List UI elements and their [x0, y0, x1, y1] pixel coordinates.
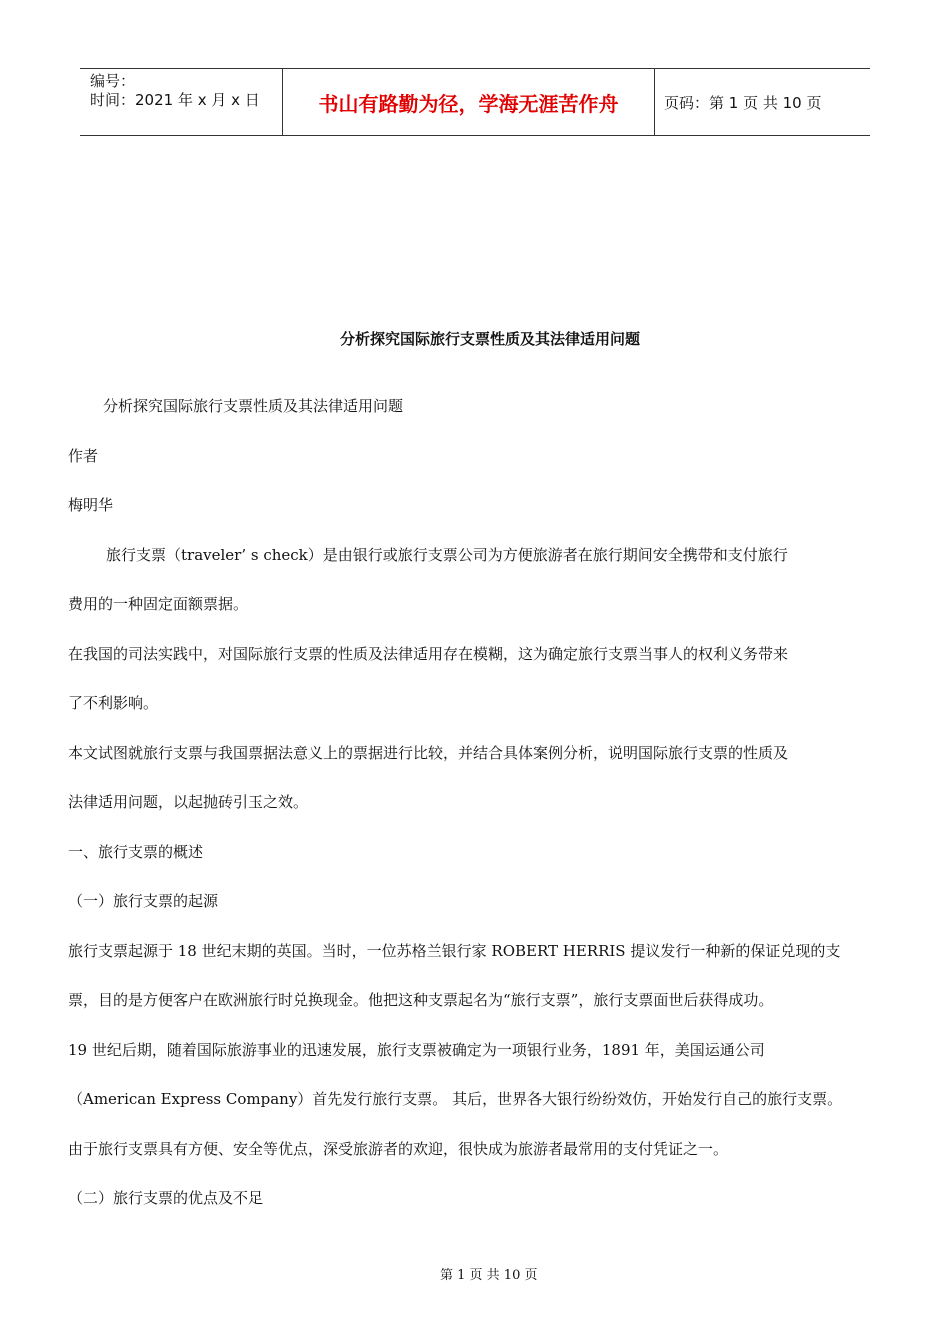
paragraph: 了不利影响。	[68, 694, 159, 712]
paragraph: 本文试图就旅行支票与我国票据法意义上的票据进行比较，并结合具体案例分析，说明国际旅行支票的性质及	[68, 743, 789, 762]
paragraph: 在我国的司法实践中，对国际旅行支票的性质及法律适用存在模糊，这为确定旅行支票当事人的权利义务带来	[68, 644, 789, 663]
paragraph: 法律适用问题，以起抛砖引玉之效。	[68, 793, 309, 811]
paragraph: 19 世纪后期，随着国际旅游事业的迅速发展，旅行支票被确定为一项银行业务，1891 年，美国运通公司	[68, 1040, 765, 1059]
document-body	[68, 382, 898, 1224]
number-label: 编号：	[90, 72, 136, 90]
header-table	[80, 68, 870, 136]
paragraph: 费用的一种固定面额票据。	[68, 595, 249, 613]
header-motto-cell	[282, 69, 655, 135]
subsection-heading: （一）旅行支票的起源	[68, 892, 219, 910]
paragraph: 作者	[68, 446, 99, 465]
paragraph: 由于旅行支票具有方便、安全等优点，深受旅游者的欢迎，很快成为旅游者最常用的支付凭证之一。	[68, 1139, 729, 1158]
header-left-cell	[80, 69, 282, 135]
document-title: 分析探究国际旅行支票性质及其法律适用问题	[339, 330, 640, 348]
time-label: 时间：2021 年 x 月 x 日	[90, 91, 260, 109]
paragraph: （American Express Company）首先发行旅行支票。 其后，世界各大银行纷纷效仿，开始发行自己的旅行支票。	[68, 1090, 843, 1108]
paragraph: 梅明华	[68, 496, 114, 514]
motto-text: 书山有路勤为径，学海无涯苦作舟	[318, 91, 619, 116]
paragraph: 旅行支票起源于 18 世纪末期的英国。当时，一位苏格兰银行家 ROBERT HERRIS 提议发行一种新的保证兑现的支	[68, 941, 841, 960]
paragraph: 票，目的是方便客户在欧洲旅行时兑换现金。他把这种支票起名为“旅行支票”，旅行支票面世后获得成功。	[68, 991, 774, 1009]
subsection-heading: （二）旅行支票的优点及不足	[68, 1189, 264, 1207]
section-heading: 一、旅行支票的概述	[68, 842, 204, 861]
header-page-cell	[655, 69, 870, 135]
paragraph: 旅行支票（traveler’ s check）是由银行或旅行支票公司为方便旅游者在旅行期间安全携带和支付旅行	[106, 545, 788, 564]
paragraph: 分析探究国际旅行支票性质及其法律适用问题	[103, 397, 404, 415]
page-info: 页码：第 1 页 共 10 页	[664, 93, 822, 112]
page-footer: 第 1 页 共 10 页	[440, 1268, 538, 1283]
